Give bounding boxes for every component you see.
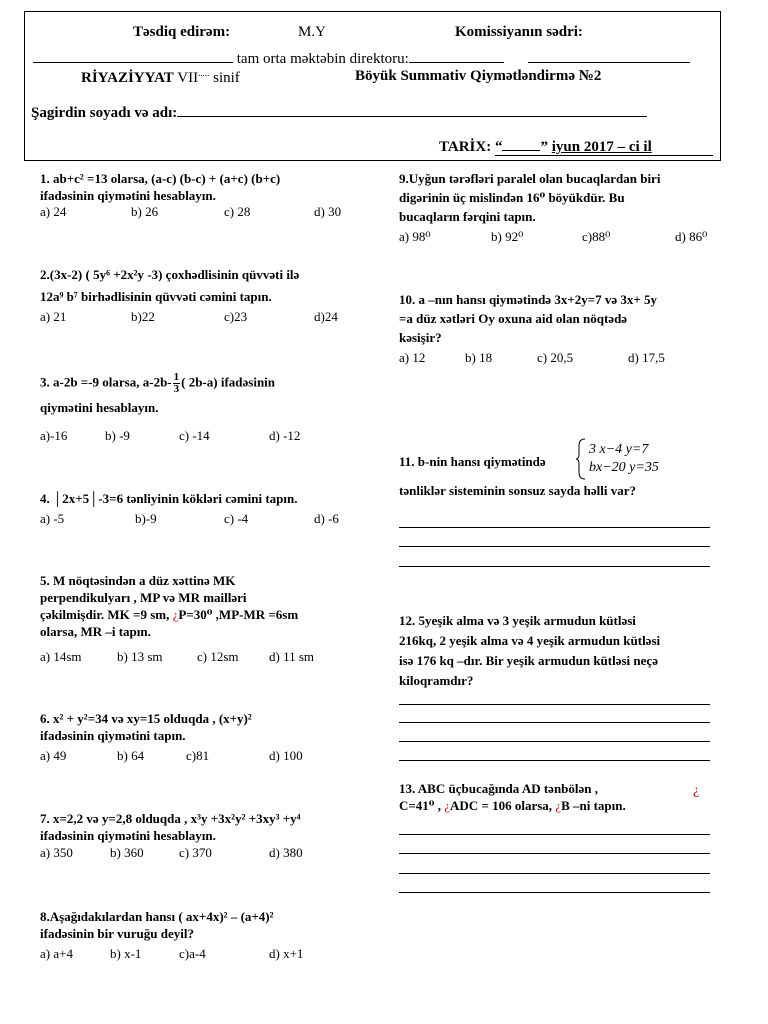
option-a[interactable]: a) a+4 xyxy=(40,946,73,961)
question-6-text-2: ifadəsinin qiymətini tapın. xyxy=(40,728,186,743)
angle-symbol: ¿ xyxy=(693,783,700,798)
option-b[interactable]: b) 13 sm xyxy=(117,649,163,664)
option-a[interactable]: a) 98⁰ xyxy=(399,229,431,244)
option-d[interactable]: d) 86⁰ xyxy=(675,229,708,244)
option-a[interactable]: a) -5 xyxy=(40,511,65,526)
answer-line[interactable] xyxy=(399,760,710,761)
question-3 xyxy=(40,372,275,416)
question-5-text-4: olarsa, MR –i tapın. xyxy=(40,624,151,639)
question-9-text-3: bucaqların fərqini tapın. xyxy=(399,209,536,224)
option-c[interactable]: c) -14 xyxy=(179,428,210,443)
question-5-text-2: perpendikulyarı , MP və MR mailləri xyxy=(40,590,247,605)
question-9-text: 9.Uyğun tərəfləri paralel olan bucaqlardan biri xyxy=(399,171,661,186)
option-d[interactable]: d) x+1 xyxy=(269,946,304,961)
date-label: TARİX: “ xyxy=(439,139,503,155)
date-day-blank[interactable] xyxy=(502,136,540,151)
option-b[interactable]: b) 360 xyxy=(110,845,144,860)
option-d[interactable]: d) 30 xyxy=(314,204,342,219)
fraction-one-third: $\frac{1}{3}$ xyxy=(173,371,180,395)
question-12-text-3: isə 176 kq –dır. Bir yeşik armudun kütləsi neçə xyxy=(399,653,658,668)
option-a[interactable]: a) 350 xyxy=(40,845,73,860)
system-brace xyxy=(575,438,587,480)
option-a[interactable]: a)-16 xyxy=(40,428,68,443)
option-d[interactable]: d)24 xyxy=(314,309,338,324)
answer-line[interactable] xyxy=(399,873,710,874)
option-b[interactable]: b)22 xyxy=(131,309,155,324)
option-d[interactable]: d) 11 sm xyxy=(269,649,315,664)
option-c[interactable]: c)81 xyxy=(186,748,210,763)
option-c[interactable]: c) -4 xyxy=(224,511,249,526)
angle-symbol: ¿ xyxy=(555,798,562,813)
angle-symbol: ¿ xyxy=(444,798,451,813)
option-c[interactable]: c)88⁰ xyxy=(582,229,611,244)
director-label: tam orta məktəbin direktoru: xyxy=(236,51,409,67)
grade-suffix: sinif xyxy=(213,70,240,86)
date-line xyxy=(439,136,652,156)
question-2 xyxy=(40,266,299,305)
question-7 xyxy=(40,810,301,844)
question-10-text-2: =a düz xətləri Oy oxuna aid olan nöqtədə xyxy=(399,311,628,326)
date-underline xyxy=(495,155,713,156)
option-b[interactable]: b) 64 xyxy=(117,748,145,763)
answer-line[interactable] xyxy=(399,741,710,742)
student-name-blank[interactable] xyxy=(177,102,647,117)
question-10 xyxy=(399,291,657,346)
answer-line[interactable] xyxy=(399,527,710,528)
answer-line[interactable] xyxy=(399,892,710,893)
question-1 xyxy=(40,170,280,204)
grade: VII xyxy=(177,70,199,86)
option-c[interactable]: c) 20,5 xyxy=(537,350,574,365)
question-5 xyxy=(40,572,298,640)
option-c[interactable]: c)a-4 xyxy=(179,946,206,961)
question-4-text: 4. │2x+5│-3=6 tənliyinin kökləri cəmini tapın. xyxy=(40,491,298,506)
equation-system xyxy=(589,441,659,477)
question-3-text: 3. a-2b =-9 olarsa, a-2b- $\frac{1}{3}$ ( 2b-a) ifadəsinin xyxy=(40,371,276,395)
approver-name: M.Y xyxy=(298,24,326,40)
option-b[interactable]: b) x-1 xyxy=(110,946,142,961)
question-11-text: 11. b-nin hansı qiymətində xyxy=(399,454,546,469)
question-9-text-2: digərinin üç mislindən 16⁰ böyükdür. Bu xyxy=(399,190,625,205)
option-b[interactable]: b)-9 xyxy=(135,511,157,526)
question-5-text-3: çəkilmişdir. MK =9 sm, ¿P=30⁰ ,MP-MR =6sm xyxy=(40,607,299,622)
option-c[interactable]: c) 28 xyxy=(224,204,251,219)
approve-label: Təsdiq edirəm: xyxy=(133,24,231,40)
student-label: Şagirdin soyadı və adı: xyxy=(31,105,178,121)
option-c[interactable]: c)23 xyxy=(224,309,248,324)
question-8-text-2: ifadəsinin bir vuruğu deyil? xyxy=(40,926,194,941)
option-d[interactable]: d) 17,5 xyxy=(628,350,665,365)
option-c[interactable]: c) 370 xyxy=(179,845,212,860)
date-quote-close: ” xyxy=(540,139,548,155)
director-blank[interactable] xyxy=(409,48,504,63)
commission-label: Komissiyanın sədri: xyxy=(455,24,583,40)
question-6-text: 6. x² + y²=34 və xy=15 olduqda , (x+y)² xyxy=(40,711,252,726)
question-10-text: 10. a –nın hansı qiymətində 3x+2y=7 və 3x+ 5y xyxy=(399,292,658,307)
answer-line[interactable] xyxy=(399,546,710,547)
student-name-line xyxy=(31,102,647,122)
question-3-text-2: qiymətini hesablayın. xyxy=(40,400,159,415)
subject-line: RİYAZİYYAT VII..... sinif xyxy=(81,68,240,86)
question-2-text-2: 12a⁹ b⁷ birhədlisinin qüvvəti cəmini tapın. xyxy=(40,289,272,304)
question-11 xyxy=(399,453,546,470)
question-13-text-2: C=41⁰ , ¿ADC = 106 olarsa, ¿B –ni tapın. xyxy=(399,798,626,813)
equation-2: bx−20 y=35 xyxy=(589,460,659,475)
question-12-text-2: 216kq, 2 yeşik alma və 4 yeşik armudun kütləsi xyxy=(399,633,661,648)
option-a[interactable]: a) 12 xyxy=(399,350,426,365)
question-1-text-2: ifadəsinin qiymətini hesablayın. xyxy=(40,188,216,203)
option-a[interactable]: a) 24 xyxy=(40,204,67,219)
option-c[interactable]: c) 12sm xyxy=(197,649,239,664)
question-13-text: 13. ABC üçbucağında AD tənbölən , xyxy=(399,781,599,796)
question-4 xyxy=(40,490,298,507)
option-b[interactable]: b) 26 xyxy=(131,204,159,219)
option-b[interactable]: b) 18 xyxy=(465,350,493,365)
question-10-text-3: kəsişir? xyxy=(399,330,442,345)
subject: RİYAZİYYAT xyxy=(81,70,174,86)
exam-title: Böyük Summativ Qiymətləndirmə №2 xyxy=(355,68,602,84)
question-2-text: 2.(3x-2) ( 5y⁶ +2x²y -3) çoxhədlisinin qüvvəti ilə xyxy=(40,267,300,282)
question-5-text: 5. M nöqtəsindən a düz xəttinə MK xyxy=(40,573,236,588)
question-8-text: 8.Aşağıdakılardan hansı ( ax+4x)² – (a+4)² xyxy=(40,909,274,924)
date-rest: iyun 2017 – ci il xyxy=(551,139,652,155)
question-8 xyxy=(40,908,274,942)
angle-symbol: ¿ xyxy=(172,607,179,622)
equation-1: 3 x−4 y=7 xyxy=(589,442,649,457)
answer-line[interactable] xyxy=(399,704,710,705)
option-d[interactable]: d) -12 xyxy=(269,428,301,443)
option-a[interactable]: a) 21 xyxy=(40,309,67,324)
question-1-text: 1. ab+c² =13 olarsa, (a-c) (b-c) + (a+c) (b+c) xyxy=(40,171,281,186)
answer-line[interactable] xyxy=(399,566,710,567)
question-11-line-2 xyxy=(399,482,636,499)
question-9 xyxy=(399,170,660,225)
director-line xyxy=(33,48,690,68)
exam-header xyxy=(24,11,721,161)
answer-line[interactable] xyxy=(399,722,710,723)
question-12-text: 12. 5yeşik alma və 3 yeşik armudun kütləsi xyxy=(399,613,636,628)
question-6 xyxy=(40,710,252,744)
chair-blank[interactable] xyxy=(528,48,690,63)
school-blank[interactable] xyxy=(33,48,233,63)
question-7-text: 7. x=2,2 və y=2,8 olduqda , x³y +3x²y² +3xy³ +y⁴ xyxy=(40,811,301,826)
question-12-text-4: kiloqramdır? xyxy=(399,673,474,688)
question-13 xyxy=(399,780,626,814)
option-a[interactable]: a) 49 xyxy=(40,748,67,763)
answer-line[interactable] xyxy=(399,834,710,835)
option-d[interactable]: d) 380 xyxy=(269,845,303,860)
option-d[interactable]: d) 100 xyxy=(269,748,303,763)
option-d[interactable]: d) -6 xyxy=(314,511,339,526)
option-b[interactable]: b) -9 xyxy=(105,428,130,443)
option-a[interactable]: a) 14sm xyxy=(40,649,82,664)
question-7-text-2: ifadəsinin qiymətini hesablayın. xyxy=(40,828,216,843)
option-b[interactable]: b) 92⁰ xyxy=(491,229,524,244)
answer-line[interactable] xyxy=(399,853,710,854)
question-11-text-2: tənliklər sisteminin sonsuz sayda həlli var? xyxy=(399,483,637,498)
question-12 xyxy=(399,612,660,689)
